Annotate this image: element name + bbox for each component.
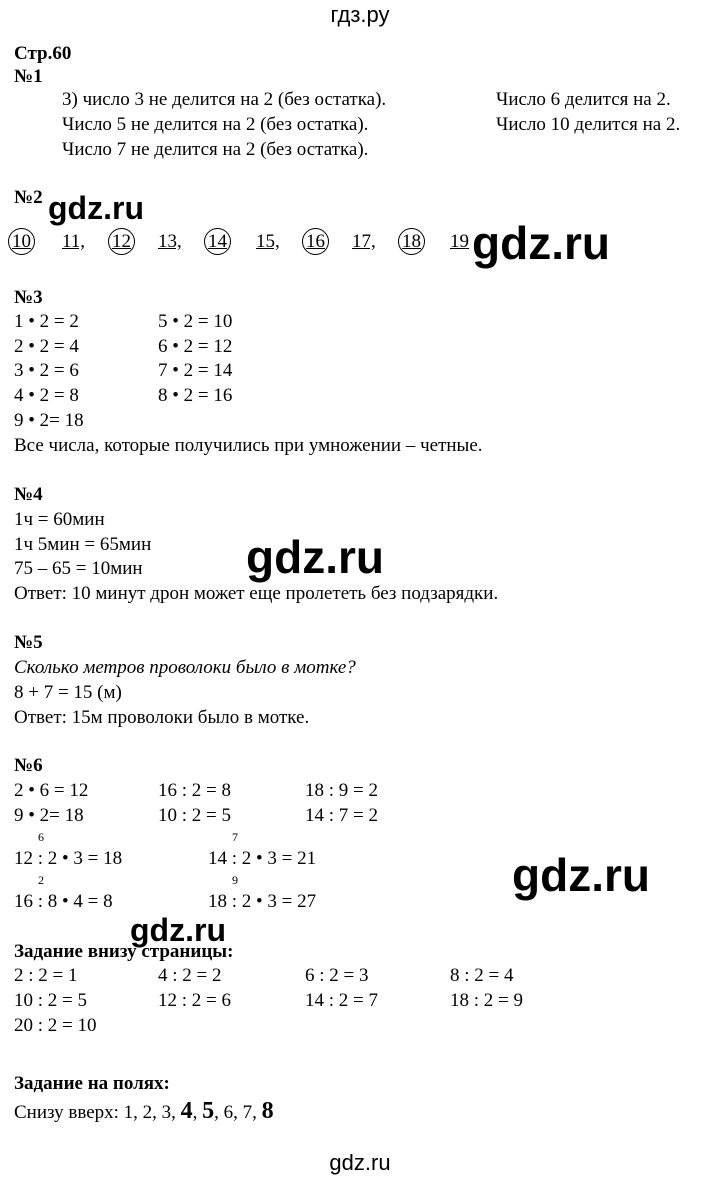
watermark-gdz-3: gdz.ru <box>246 531 384 583</box>
seq-item-11: 11, <box>62 231 86 252</box>
ex4-answer: Ответ: 10 минут дрон может еще пролететь без подзарядки. <box>14 583 499 604</box>
ex3-col1-2: 2 • 2 = 4 <box>14 336 79 357</box>
ex6-r3-c2: 14 : 2 • 3 = 21 <box>208 848 317 869</box>
ex6-title: №6 <box>14 755 43 776</box>
ex1-right-2: Число 10 делится на 2. <box>496 114 681 135</box>
ex6-r2-c3: 14 : 7 = 2 <box>305 805 378 826</box>
bottom-task-title: Задание внизу страницы: <box>14 941 234 962</box>
seq-item-13: 13, <box>158 231 182 252</box>
watermark-gdz-4: gdz.ru <box>512 849 650 901</box>
ex6-sup-9: 9 <box>232 873 238 887</box>
ex6-r2-c1: 9 • 2= 18 <box>14 805 84 826</box>
bottom-r1-c4: 8 : 2 = 4 <box>450 965 514 986</box>
ex4-line-3: 75 – 65 = 10мин <box>14 558 143 579</box>
ex5-answer: Ответ: 15м проволоки было в мотке. <box>14 707 310 728</box>
seq-circled-12: 12 <box>108 228 135 255</box>
ex6-r3-c1: 12 : 2 • 3 = 18 <box>14 848 123 869</box>
ex4-line-2: 1ч 5мин = 65мин <box>14 534 152 555</box>
ex1-right-1: Число 6 делится на 2. <box>496 89 671 110</box>
ex3-col1-3: 3 • 2 = 6 <box>14 360 79 381</box>
seq-item-19: 19 <box>450 231 469 252</box>
ex1-title: №1 <box>14 66 43 87</box>
margin-task-line: Снизу вверх: 1, 2, 3, 4, 5, 6, 7, 8 <box>14 1098 274 1124</box>
seq-circled-14: 14 <box>204 228 231 255</box>
seq-item-17: 17, <box>352 231 376 252</box>
watermark-gdz-2: gdz.ru <box>472 217 610 269</box>
ex5-solution: 8 + 7 = 15 (м) <box>14 682 122 703</box>
ex5-title: №5 <box>14 632 43 653</box>
ex3-title: №3 <box>14 287 43 308</box>
ex6-sup-7: 7 <box>232 830 238 844</box>
watermark-top: гдз.ру <box>330 2 390 27</box>
margin-task-title: Задание на полях: <box>14 1073 170 1094</box>
ex5-question: Сколько метров проволоки было в мотке? <box>14 657 356 678</box>
ex6-r4-c2: 18 : 2 • 3 = 27 <box>208 891 317 912</box>
ex1-line-3: Число 7 не делится на 2 (без остатка). <box>62 139 369 160</box>
watermark-gdz-1: gdz.ru <box>48 190 144 226</box>
margin-task-mid: 6, 7, <box>223 1102 257 1123</box>
ex6-r2-c2: 10 : 2 = 5 <box>158 805 231 826</box>
ex6-sup-6: 6 <box>38 830 44 844</box>
margin-task-8: 8 <box>261 1098 274 1124</box>
ex3-col1-5: 9 • 2= 18 <box>14 410 84 431</box>
ex6-r1-c2: 16 : 2 = 8 <box>158 780 231 801</box>
seq-circled-10: 10 <box>8 228 35 255</box>
ex3-col1-1: 1 • 2 = 2 <box>14 311 79 332</box>
page-label: Стр.60 <box>14 43 72 64</box>
ex6-r1-c3: 18 : 9 = 2 <box>305 780 378 801</box>
bottom-r1-c3: 6 : 2 = 3 <box>305 965 369 986</box>
watermark-gdz-5: gdz.ru <box>130 912 226 948</box>
bottom-r3-c1: 20 : 2 = 10 <box>14 1015 97 1036</box>
ex3-col2-1: 5 • 2 = 10 <box>158 311 233 332</box>
ex1-line-1: 3) число 3 не делится на 2 (без остатка). <box>62 89 387 110</box>
ex4-title: №4 <box>14 484 43 505</box>
ex6-r1-c1: 2 • 6 = 12 <box>14 780 89 801</box>
seq-circled-16: 16 <box>302 228 329 255</box>
ex4-line-1: 1ч = 60мин <box>14 509 105 530</box>
seq-item-15: 15, <box>256 231 280 252</box>
ex3-col2-2: 6 • 2 = 12 <box>158 336 233 357</box>
watermark-bottom: gdz.ru <box>329 1150 391 1175</box>
ex3-col2-3: 7 • 2 = 14 <box>158 360 233 381</box>
seq-circled-18: 18 <box>398 228 425 255</box>
bottom-r2-c4: 18 : 2 = 9 <box>450 990 523 1011</box>
bottom-r1-c1: 2 : 2 = 1 <box>14 965 78 986</box>
bottom-r2-c2: 12 : 2 = 6 <box>158 990 231 1011</box>
bottom-r2-c3: 14 : 2 = 7 <box>305 990 378 1011</box>
ex6-r4-c1: 16 : 8 • 4 = 8 <box>14 891 113 912</box>
ex2-title: №2 <box>14 187 43 208</box>
margin-task-5: 5 <box>202 1098 215 1124</box>
ex6-sup-2: 2 <box>38 873 44 887</box>
bottom-r1-c2: 4 : 2 = 2 <box>158 965 222 986</box>
bottom-r2-c1: 10 : 2 = 5 <box>14 990 87 1011</box>
ex3-col2-4: 8 • 2 = 16 <box>158 385 233 406</box>
ex3-col1-4: 4 • 2 = 8 <box>14 385 79 406</box>
margin-task-prefix: Снизу вверх: 1, 2, 3, <box>14 1102 176 1123</box>
ex1-line-2: Число 5 не делится на 2 (без остатка). <box>62 114 369 135</box>
ex3-conclusion: Все числа, которые получились при умножении – четные. <box>14 435 483 456</box>
margin-task-4: 4 <box>180 1098 193 1124</box>
